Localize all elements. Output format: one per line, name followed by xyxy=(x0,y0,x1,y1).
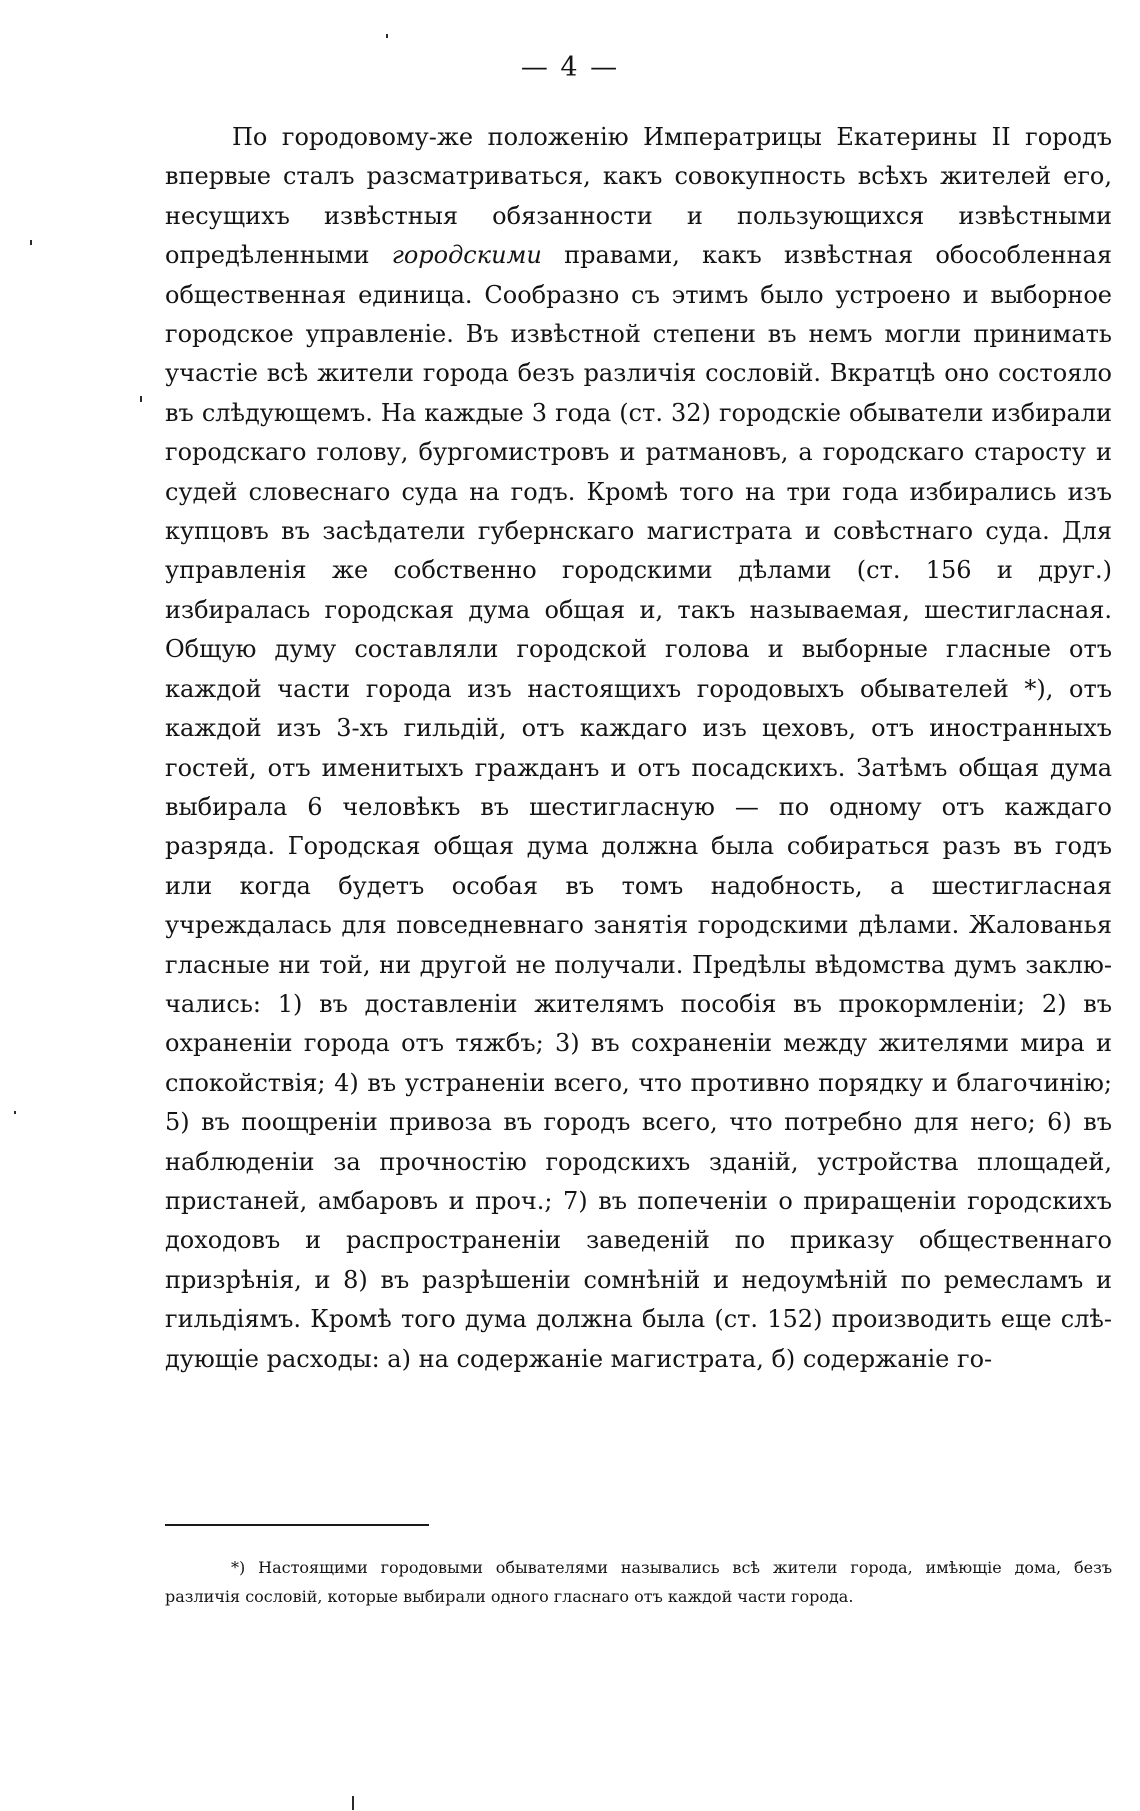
scan-speck xyxy=(14,1111,16,1114)
paragraph-text-start: По городовому-же положенію Императрицы Екатерины II городъ впервые сталъ разсматриваться, какъ совокупность всѣхъ жителей его, несущихъ извѣстныя обязанности и пользующихся извѣстными опредѣленными xyxy=(165,123,1112,270)
footnote: *) Настоящими городовыми обывателями назывались всѣ жители города, имѣющіе дома, безъ различія сословій, которые выбирали одного гласнаго отъ каждой части города. xyxy=(165,1558,1112,1606)
scan-speck xyxy=(386,34,388,38)
scan-speck xyxy=(30,240,32,245)
scan-speck xyxy=(352,1796,354,1810)
page-number: — 4 — xyxy=(520,52,620,83)
paragraph-text-end: правами, какъ извѣстная обособленная общественная единица. Сообразно съ этимъ было устроено и выборное городское управленіе. Въ извѣстной степени въ немъ могли принимать участіе всѣ жители города безъ различія сословій. Вкратцѣ оно состояло въ слѣдующемъ. На каждые 3 года (ст. 32) городскіе обыватели избирали городскаго голову, бургомистровъ и ратмановъ, а городскаго старосту и судей словеснаго суда на годъ. Кромѣ того на три года избирались изъ купцовъ въ засѣдатели губернскаго магистрата и совѣстнаго суда. Для управленія же собственно городскими дѣлами (ст. 156 и друг.) избиралась городская дума общая и, такъ называемая, шестигласная. Общую думу составляли городской голова и выборные гласные отъ каждой части города изъ настоящихъ городовыхъ обывателей *), отъ каждой изъ 3-хъ гильдій, отъ каждаго изъ цеховъ, отъ иностранныхъ гостей, отъ именитыхъ гражданъ и отъ посадскихъ. Затѣмъ общая дума выбирала 6 человѣкъ въ шестигласную — по одному отъ каждаго разряда. Городская общая дума должна была собираться разъ въ годъ или когда будетъ особая въ томъ надобность, а шестигласная учреждалась для повседневнаго занятія городскими дѣлами. Жалованья гласные ни той, ни другой не получали. Предѣлы вѣдомства думъ заключались: 1) въ доставленіи жителямъ пособія въ прокормленіи; 2) въ охраненіи города отъ тяжбъ; 3) въ сохраненіи между жителями мира и спокойствія; 4) въ устраненіи всего, что противно порядку и благочинію; 5) въ поощреніи привоза въ городъ всего, что потребно для него; 6) въ наблюденіи за прочностію городскихъ зданій, устройства площадей, пристаней, амбаровъ и проч.; 7) въ попеченіи о приращеніи городскихъ доходовъ и распространеніи заведеній по приказу общественнаго призрѣнія, и 8) въ разрѣшеніи сомнѣній и недоумѣній по ремесламъ и гильдіямъ. Кромѣ того дума должна была (ст. 152) производить еще слѣдующіе расходы: а) на содержаніе магистрата, б) содержаніе го- xyxy=(165,241,1112,1373)
main-paragraph xyxy=(165,118,1112,1379)
scan-speck xyxy=(140,396,142,402)
footnote-divider xyxy=(165,1524,429,1526)
emphasized-word: городскими xyxy=(391,241,542,270)
